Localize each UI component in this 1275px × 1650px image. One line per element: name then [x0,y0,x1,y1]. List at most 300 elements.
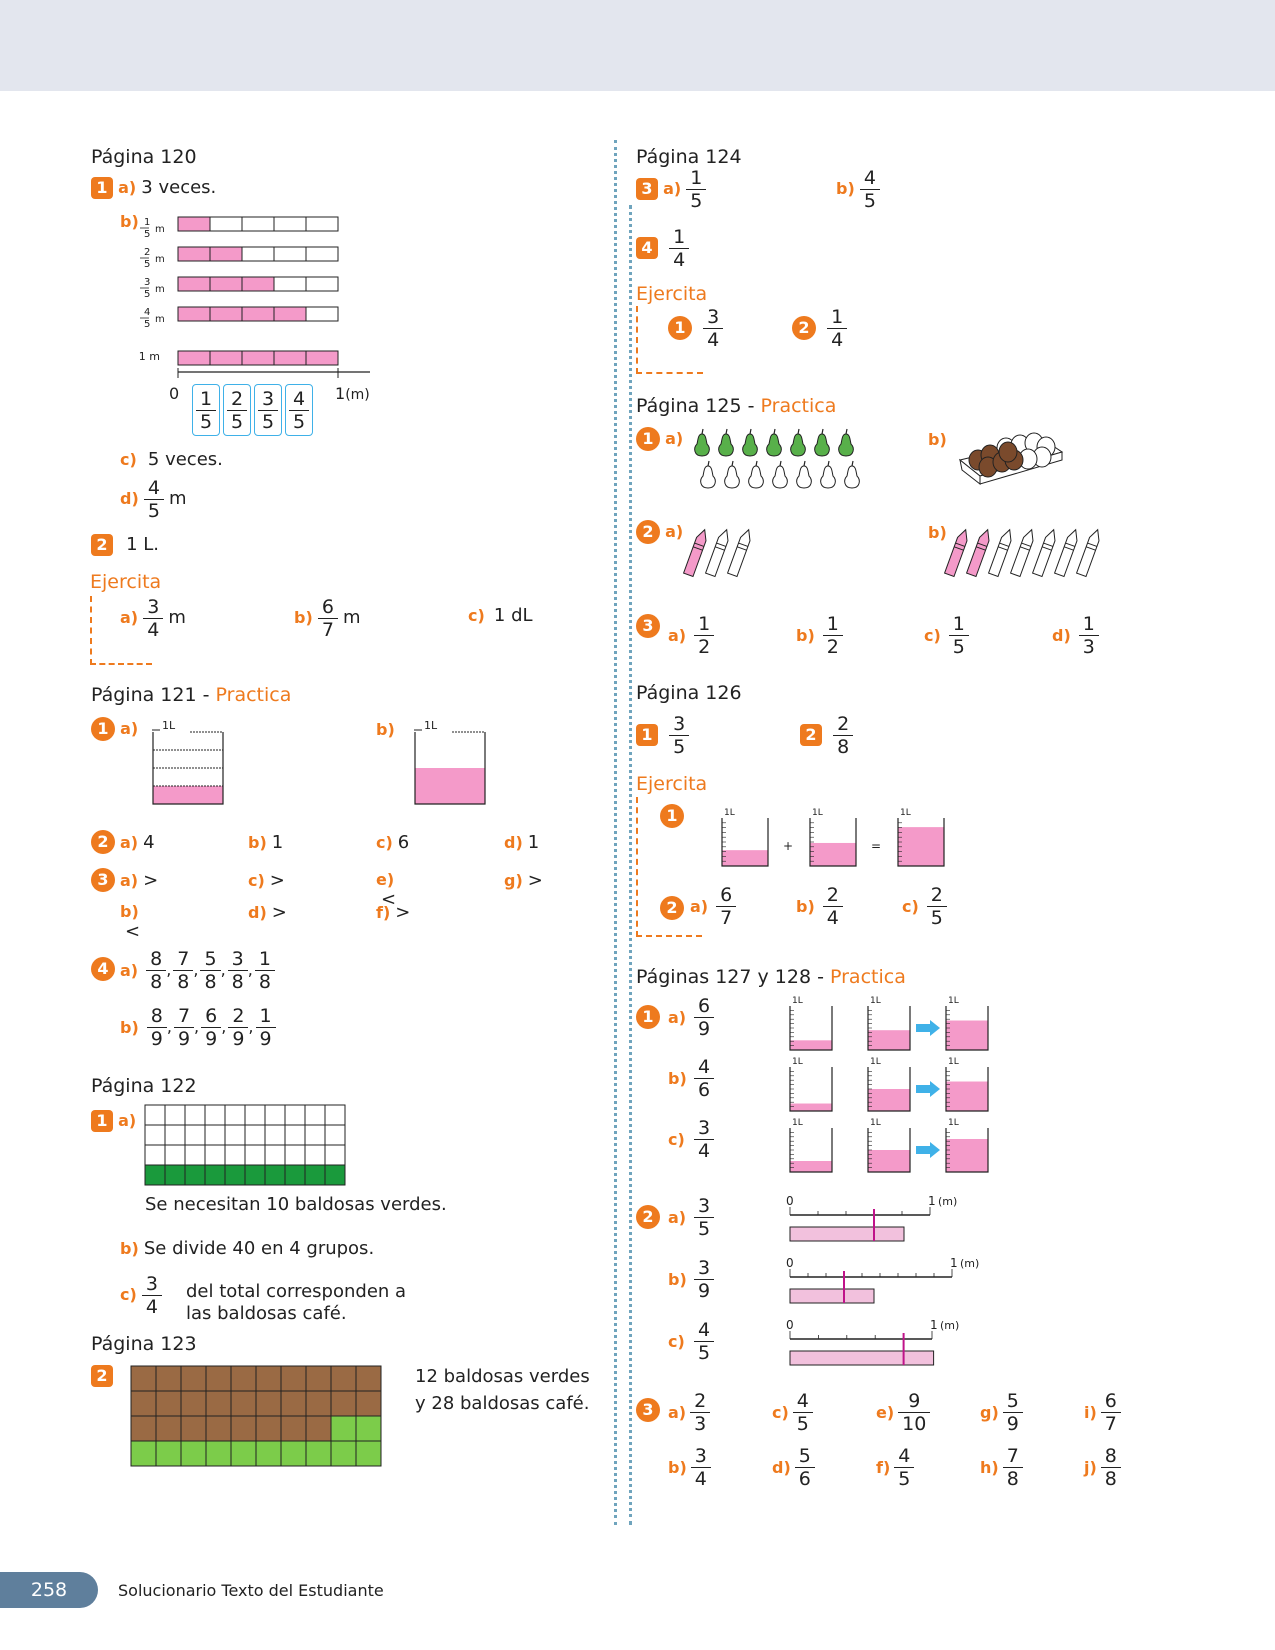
answer-item: d) > [248,902,287,923]
bar-full-label: 1 m [138,350,160,363]
item-label: a) [118,178,137,197]
pear-icon [821,461,836,488]
crayon-white-icon [706,528,732,577]
tile-brown [156,1416,181,1441]
measuring-cup [946,1118,988,1172]
fraction: $\frac{1}{5}$ [949,613,969,658]
item-label: i) [1084,1403,1097,1422]
ejercita-heading: Ejercita [90,571,162,593]
ruler-diagrams [780,1195,990,1375]
pear-icon [791,429,806,456]
measuring-cup [790,996,832,1050]
answer-item [690,884,736,929]
bar-segment [306,247,338,261]
tile-empty [185,1145,205,1165]
bar-segment [274,217,306,231]
cup-addition-diagram [716,806,946,872]
question-number: 1 [91,177,113,199]
fraction: $\frac{3}{4}$ [694,1117,714,1162]
item-label: c) [376,833,393,852]
tile-brown [156,1366,181,1391]
answer-item [668,995,714,1040]
p120-q1d: d) $\frac{4}{5}$ m [120,477,187,522]
bar-unit: m [155,314,165,325]
p120-q1a [91,177,216,199]
answer-item [1052,613,1099,658]
p120-ej-c: c) 1 dL [468,605,533,626]
item-label: b) [928,523,947,542]
tile-brown [281,1391,306,1416]
item-label: d) [772,1458,791,1477]
tile-green [225,1165,245,1185]
fraction: $\frac{3}{5}$ [258,388,278,433]
answer-item [876,1390,930,1435]
p127-q3-num: 3 [636,1398,660,1422]
fraction: $\frac{1}{5}$ [196,388,216,433]
tile-brown [331,1366,356,1391]
answer-item: c) > [248,870,285,891]
item-label: a) [668,626,687,645]
fraction: $\frac{5}{9}$ [1003,1390,1023,1435]
bar-unit: m [155,284,165,295]
tile-empty [325,1125,345,1145]
item-label: c) [668,1332,685,1351]
fraction: $\frac{3}{8}$ [228,948,248,993]
cup-transfer-diagram [780,996,1000,1176]
tile-green [325,1165,345,1185]
tile-brown [306,1366,331,1391]
answer-item [772,1390,813,1435]
item-label: c) [924,626,941,645]
bar-segment [210,217,242,231]
pear-icon [845,461,860,488]
p127-q1-num: 1 [636,1005,660,1029]
tile-brown [156,1391,181,1416]
answer-item [772,1445,815,1490]
bar-segment [178,247,210,261]
answer-text: 5 veces. [147,449,223,470]
pear-icon [695,429,710,456]
answer-item [876,1445,914,1490]
tile-brown [181,1391,206,1416]
tile-empty [165,1145,185,1165]
p126-q1: 1 $\frac{3}{5}$ [636,713,689,758]
answer-item: f) > [376,902,411,923]
answer-item [668,1319,714,1364]
p120-ej-a: a) $\frac{3}{4}$ m [120,596,186,641]
crayon-pink-icon [684,528,710,577]
tile-empty [205,1145,225,1165]
answer-item [668,1390,710,1435]
answer-item: a) 4 [120,832,155,853]
p121-q1a: 1 a) [91,717,138,741]
item-label: f) [876,1458,891,1477]
fraction-sequence: a) $\frac{8}{8}$ , $\frac{7}{8}$ , $\frac{5}{8}$ , $\frac{3}{8}$ , $\frac{1}{8}$ [120,948,275,993]
answer-item: d) 1 [504,832,540,853]
bar-fraction-num: 4 [144,307,151,318]
svg-text:0: 0 [786,1318,794,1332]
fraction: $\frac{4}{5}$ [793,1390,813,1435]
answer-text: 1 L. [126,534,160,555]
tile-empty [265,1105,285,1125]
p121-q2-num: 2 [91,830,115,854]
crayon-white-icon [728,528,754,577]
bar-segment [178,277,210,291]
answer-item: c) 6 [376,832,410,853]
bar-fraction-den: 5 [144,259,151,270]
pear-icon [839,429,854,456]
tile-brown [206,1366,231,1391]
tile-empty [205,1105,225,1125]
answer-item [1084,1390,1121,1435]
measuring-cup [790,1118,832,1172]
bar-segment [306,277,338,291]
p122-q1b: b) Se divide 40 en 4 grupos. [120,1238,375,1259]
page-127-title: Páginas 127 y 128 - Practica [636,966,906,988]
answer-item [668,1445,711,1490]
fraction: $\frac{4}{6}$ [694,1056,714,1101]
tile-green [231,1441,256,1466]
fraction: $\frac{5}{8}$ [200,948,220,993]
ruler [786,1194,957,1241]
fraction: $\frac{5}{6}$ [795,1445,815,1490]
tile-empty [325,1105,345,1125]
svg-text:1L: 1L [424,719,438,732]
svg-text:(m): (m) [938,1195,958,1208]
answer-item [668,1195,714,1240]
item-label: j) [1084,1458,1097,1477]
p124-ej1: 1 $\frac{3}{4}$ [668,306,723,351]
svg-text:1L: 1L [162,719,176,732]
pear-icon [719,429,734,456]
tile-green [131,1441,156,1466]
tile-empty [265,1145,285,1165]
arrow-right-icon [916,1081,940,1097]
ruler [786,1318,959,1365]
item-label: b) [668,1069,687,1088]
tile-green [181,1441,206,1466]
crayons-a [694,524,784,584]
egg-carton-illustration [958,430,1068,494]
item-label: b) [120,902,139,921]
p125-q3-num: 3 [636,614,660,638]
tile-empty [245,1145,265,1165]
tile-brown [131,1366,156,1391]
answer-item [924,613,969,658]
item-label: c) [902,897,919,916]
fraction: $\frac{2}{5}$ [927,884,947,929]
pear-icon [815,429,830,456]
tile-green [206,1441,231,1466]
tile-empty [225,1145,245,1165]
measuring-cup-b [412,718,492,808]
item-label: a) [668,1208,687,1227]
tile-brown [231,1391,256,1416]
tile-grid-123 [131,1366,387,1466]
tile-empty [225,1105,245,1125]
bar-segment [210,247,242,261]
tile-empty [145,1145,165,1165]
arrow-right-icon [916,1142,940,1158]
answer-item [796,613,843,658]
p124-q3a: 3 a) $\frac{1}{5}$ [636,167,706,212]
tile-green [156,1441,181,1466]
bar-segment [274,247,306,261]
svg-text:1L: 1L [812,808,823,818]
bar-segment [242,217,274,231]
answer-item [980,1445,1023,1490]
svg-text:1: 1 [950,1256,958,1270]
item-label: h) [980,1458,999,1477]
measuring-cup [946,996,988,1050]
tile-brown [281,1416,306,1441]
svg-text:(m): (m) [960,1257,980,1270]
answer-item: b)< [120,902,141,942]
svg-text:=: = [870,839,882,853]
p120-q2 [91,534,159,556]
question-number: 1 [91,717,115,741]
crayon-white-icon [989,528,1015,577]
p123-q2: 2 [91,1365,113,1387]
bar-unit: m [155,254,165,265]
bar-fraction-num: 3 [144,277,151,288]
measuring-cup [810,808,856,866]
axis-fraction-box [223,384,251,436]
tile-green [165,1165,185,1185]
bar-segment [274,277,306,291]
page-125-title: Página 125 - Practica [636,395,837,417]
tile-green [185,1165,205,1185]
tile-empty [265,1125,285,1145]
svg-text:1L: 1L [870,1057,881,1067]
bar-fraction-num: 1 [144,217,151,228]
bar-segment [306,307,338,321]
ejercita-heading-124: Ejercita [636,283,708,305]
item-label: a) [668,1403,687,1422]
tile-empty [205,1125,225,1145]
item-label: d) [1052,626,1071,645]
crayons-b [955,524,1125,584]
item-label: b) [376,720,395,739]
fraction: $\frac{7}{8}$ [1003,1445,1023,1490]
item-label: g) [504,871,523,890]
measuring-cup [946,1057,988,1111]
tile-brown [181,1366,206,1391]
p122-q1c: c) $\frac{3}{4}$ [120,1273,162,1318]
answer-item [902,884,947,929]
tile-empty [145,1105,165,1125]
item-label: b) [928,430,947,449]
item-label: b) [796,897,815,916]
bar-segment [306,217,338,231]
tile-brown [256,1366,281,1391]
fraction: $\frac{1}{3}$ [1079,613,1099,658]
item-label: b) [120,1018,139,1037]
axis-zero: 0 [169,384,180,403]
tile-green [356,1416,381,1441]
svg-text:1L: 1L [792,996,803,1006]
svg-text:1L: 1L [948,1057,959,1067]
answer-item: e)< [376,870,397,910]
tile-brown [356,1366,381,1391]
answer-item [668,1257,714,1302]
svg-text:1L: 1L [724,808,735,818]
svg-text:1: 1 [930,1318,938,1332]
bar-segment [178,217,210,231]
fraction: $\frac{3}{5}$ [694,1195,714,1240]
item-label: c) [772,1403,789,1422]
header-band [0,0,1275,91]
p122-q1a-text: Se necesitan 10 baldosas verdes. [145,1194,447,1215]
fraction: $\frac{6}{9}$ [201,1005,221,1050]
item-label: g) [980,1403,999,1422]
tile-brown [131,1391,156,1416]
p126-q2: 2 $\frac{2}{8}$ [800,713,853,758]
p123-q2-text: 12 baldosas verdes y 28 baldosas café. [415,1366,590,1414]
tile-empty [225,1125,245,1145]
pear-icon [743,429,758,456]
pears-illustration [692,432,882,494]
item-label: d) [248,903,267,922]
tile-green [245,1165,265,1185]
axis-fraction-box [285,384,313,436]
fraction: $\frac{6}{7}$ [1101,1390,1121,1435]
question-number: 2 [91,534,113,556]
item-label: e) [876,1403,895,1422]
measuring-cup [722,808,768,866]
measuring-cup [790,1057,832,1111]
answer-item [668,613,714,658]
p125-q2a: 2 a) [636,520,683,544]
tile-empty [285,1125,305,1145]
svg-text:(m): (m) [940,1319,960,1332]
tile-empty [305,1145,325,1165]
item-label: e) [376,870,395,889]
bar-fraction-num: 2 [144,247,151,258]
tile-grid-122 [145,1105,345,1187]
crayon-white-icon [1077,528,1103,577]
tile-brown [306,1391,331,1416]
axis-fraction-box [192,384,220,436]
fraction: $\frac{2}{4}$ [823,884,843,929]
item-label: a) [120,961,139,980]
item-label: f) [376,903,391,922]
tile-brown [256,1416,281,1441]
tile-empty [185,1125,205,1145]
axis-one: 1(m) [335,384,370,403]
tile-green [306,1441,331,1466]
tile-empty [245,1125,265,1145]
fraction: $\frac{4}{5}$ [894,1445,914,1490]
item-label: b) [796,626,815,645]
svg-text:0: 0 [786,1256,794,1270]
svg-text:1L: 1L [948,996,959,1006]
answer-item [1084,1445,1121,1490]
measuring-cup [868,996,910,1050]
tile-empty [185,1105,205,1125]
tile-empty [145,1125,165,1145]
page-122-title: Página 122 [91,1075,197,1097]
bar-fraction-den: 5 [144,319,151,330]
fraction: $\frac{4}{5}$ [289,388,309,433]
p124-q4: 4 $\frac{1}{4}$ [636,226,689,271]
item-label: d) [504,833,523,852]
svg-text:1L: 1L [792,1118,803,1128]
item-label: c) [668,1130,685,1149]
answer-item: g) > [504,870,543,891]
fraction: $\frac{8}{8}$ [146,948,166,993]
p126-ej2-num: 2 [660,896,684,920]
p126-ej1-num: 1 [660,804,684,828]
tile-brown [206,1416,231,1441]
p124-ej2: 2 $\frac{1}{4}$ [792,306,847,351]
answer-text: 3 veces. [141,177,217,198]
item-label: a) [120,833,139,852]
svg-text:0: 0 [786,1194,794,1208]
crayon-white-icon [1055,528,1081,577]
bar-segment [210,307,242,321]
tile-brown [231,1366,256,1391]
tile-brown [131,1416,156,1441]
tile-empty [285,1145,305,1165]
tile-green [281,1441,306,1466]
tile-empty [325,1145,345,1165]
measuring-cup [898,808,944,866]
crayon-pink-icon [945,528,971,577]
tile-green [265,1165,285,1185]
footer-title: Solucionario Texto del Estudiante [118,1581,384,1600]
measuring-cup-a [150,718,230,808]
svg-text:1L: 1L [870,996,881,1006]
fraction: $\frac{8}{9}$ [147,1005,167,1050]
tile-green [331,1416,356,1441]
bar-segment [242,277,274,291]
fraction: $\frac{3}{4}$ [691,1445,711,1490]
page-123-title: Página 123 [91,1333,197,1355]
bar-segment [242,307,274,321]
bar-fraction-den: 5 [144,229,151,240]
pear-icon [767,429,782,456]
page-126-title: Página 126 [636,682,742,704]
svg-text:+: + [782,839,794,853]
answer-item [668,1056,714,1101]
p122-q1a: 1 a) [91,1110,136,1132]
fraction: $\frac{1}{9}$ [256,1005,276,1050]
tile-brown [181,1416,206,1441]
fraction: $\frac{2}{3}$ [690,1390,710,1435]
item-label: d) [120,489,139,508]
fraction: $\frac{6}{7}$ [716,884,736,929]
bar-segment [242,247,274,261]
fraction: $\frac{3}{9}$ [694,1257,714,1302]
tile-green [285,1165,305,1185]
p121-q3-num: 3 [91,868,115,892]
item-label: c) [248,871,265,890]
ruler [786,1256,979,1303]
p120-q1b-label: b) [120,212,139,231]
page-120-title: Página 120 [91,146,197,168]
pear-icon [797,461,812,488]
fraction: $\frac{6}{9}$ [694,995,714,1040]
fraction-sequence: b) $\frac{8}{9}$ , $\frac{7}{9}$ , $\frac{6}{9}$ , $\frac{2}{9}$ , $\frac{1}{9}$ [120,1005,276,1050]
svg-text:1: 1 [928,1194,936,1208]
tile-brown [306,1416,331,1441]
p127-q2-num: 2 [636,1205,660,1229]
p124-q3b: b) $\frac{4}{5}$ [836,167,880,212]
item-label: a) [690,897,709,916]
answer-item [668,1117,714,1162]
pear-icon [701,461,716,488]
